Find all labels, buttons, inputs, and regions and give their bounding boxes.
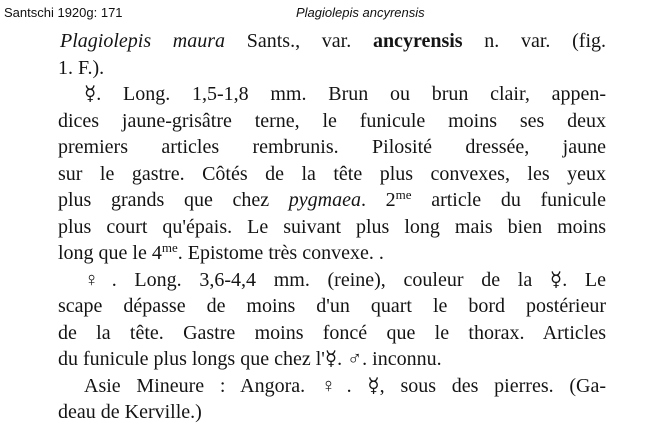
worker-line-5-pre: plus grands que chez — [58, 189, 289, 211]
description-title-line — [58, 28, 606, 55]
species-name-label: Plagiolepis ancyrensis — [296, 5, 425, 20]
ordinal-superscript: me — [161, 240, 178, 255]
scanned-text-block — [58, 28, 606, 426]
worker-line-5 — [58, 187, 606, 214]
queen-line-4: du funicule plus longs que chez l'☿. ♂. inconnu. — [58, 348, 442, 370]
queen-line-3: de la tête. Gastre moins foncé que le thorax. Articles — [58, 321, 606, 344]
queen-line-1: ♀. Long. 3,6-4,4 mm. (reine), couleur de la ☿. Le — [84, 268, 606, 291]
worker-line-2: dices jaune-grisâtre terne, le funicule moins ses deux — [58, 109, 606, 132]
worker-line-7-post: . Epistome très convexe. . — [177, 242, 384, 264]
worker-line-5-mid: . 2 — [361, 189, 396, 211]
locality-line-2: deau de Kerville.) — [58, 401, 202, 423]
title-genus: Plagiolepis maura — [60, 30, 226, 52]
title-mid: Sants., var. — [225, 30, 373, 52]
worker-line-7 — [58, 240, 606, 267]
queen-line-2: scape dépasse de moins d'un quart le bord postérieur — [58, 295, 606, 317]
worker-line-5-post: article du funicule — [411, 189, 606, 211]
ordinal-superscript: me — [395, 187, 412, 202]
species-pygmaea: pygmaea — [288, 189, 361, 211]
worker-line-1: ☿. Long. 1,5-1,8 mm. Brun ou brun clair, appen- — [84, 83, 606, 105]
worker-line-7-pre: long que le 4 — [58, 242, 162, 264]
worker-line-3: premiers articles rembrunis. Pilosité dressée, jaune — [58, 136, 606, 158]
worker-line-6: plus court qu'épais. Le suivant plus long mais bien moins — [58, 215, 606, 238]
title-continuation-line: 1. F.). — [58, 56, 105, 79]
title-variety-name: ancyrensis — [372, 30, 463, 52]
locality-line-1: Asie Mineure : Angora. ♀. ☿, sous des pierres. (Ga- — [84, 374, 606, 397]
title-end: n. var. (fig. — [462, 30, 606, 52]
citation-label: Santschi 1920g: 171 — [4, 5, 123, 20]
worker-line-4: sur le gastre. Côtés de la tête plus convexes, les yeux — [58, 162, 606, 185]
page-header — [4, 5, 658, 23]
